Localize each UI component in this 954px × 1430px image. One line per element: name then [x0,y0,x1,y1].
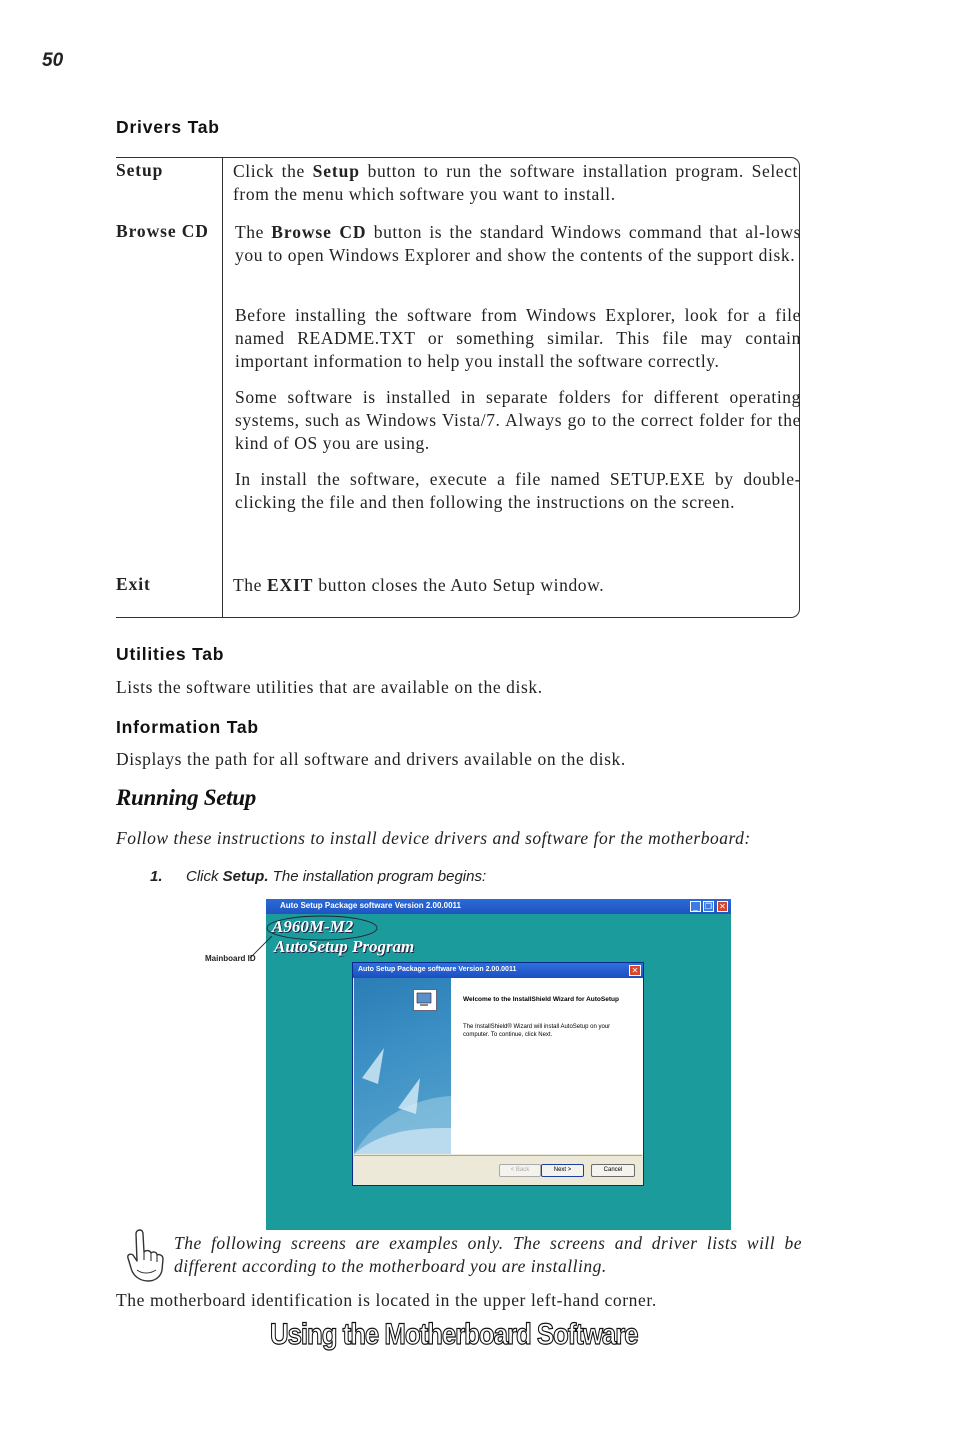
dialog-titlebar [353,963,643,978]
dialog-divider [354,1155,642,1156]
desc-browse-cd-para-3: In install the software, execute a file named SETUP.EXE by double-clicking the file and then following the instructions on the screen. [235,469,801,512]
desc-browse-cd-para-2: Some software is installed in separate folders for different operating systems, such as Windows Vista/7. Always go to the correct folder for the kind of OS you are using. [235,387,801,453]
callout-line [240,918,280,963]
page-number: 50 [42,50,64,71]
footer-title: Using the Motherboard Software [270,1318,638,1351]
term-setup: Setup [116,160,164,180]
minimize-icon[interactable]: _ [690,901,701,912]
drivers-tab-heading: Drivers Tab [116,117,220,137]
close-icon[interactable]: ✕ [717,901,728,912]
information-tab-text: Displays the path for all software and drivers available on the disk. [116,749,626,769]
desc-browse-cd-para-1: Before installing the software from Windows Explorer, look for a file named README.TXT or something similar. This file may contain important information to help you install the software correctly. [235,305,801,371]
installshield-dialog [352,962,644,1186]
dialog-title: Auto Setup Package software Version 2.00.0011 [358,966,517,973]
term-browse-cd: Browse CD [116,221,209,241]
install-computer-icon [413,989,437,1011]
dialog-body: The InstallShield® Wizard will install AutoSetup on your computer. To continue, click Next. [463,1024,611,1038]
desc-exit: The EXIT button closes the Auto Setup window. [233,575,605,595]
screenshot-titlebar [266,899,731,914]
pointing-hand-icon [126,1228,170,1284]
board-id-ellipse [266,914,386,946]
identification-text: The motherboard identification is located in the upper left-hand corner. [116,1290,657,1310]
dialog-heading: Welcome to the InstallShield Wizard for AutoSetup [463,996,619,1003]
information-tab-heading: Information Tab [116,717,259,737]
cancel-button[interactable]: Cancel [591,1164,635,1177]
dialog-content [451,978,643,1154]
back-button[interactable]: < Back [499,1164,541,1177]
restore-icon[interactable]: ❐ [704,902,713,911]
running-setup-heading: Running Setup [116,785,256,810]
dialog-close-icon[interactable]: ✕ [629,965,641,976]
instructions-text: Follow these instructions to install device drivers and software for the motherboard: [116,828,751,848]
utilities-tab-heading: Utilities Tab [116,644,225,664]
screenshot-title: Auto Setup Package software Version 2.00.0011 [280,901,461,910]
desc-browse-cd: The Browse CD button is the standard Windows command that al-lows you to open Windows Explorer and show the contents of the support disk. [235,222,802,265]
program-name: AutoSetup Program [274,937,415,956]
next-button[interactable]: Next > [541,1164,584,1177]
utilities-tab-text: Lists the software utilities that are available on the disk. [116,677,543,697]
desc-setup: Click the Setup button to run the software installation program. Select from the menu which software you want to install. [233,161,798,204]
board-id: A960M-M2 [272,917,354,936]
note-text: The following screens are examples only. The screens and driver lists will be different according to the motherboard you are installing. [174,1233,802,1276]
setup-screenshot [266,899,731,1230]
term-exit: Exit [116,574,151,594]
step-1: 1. Click Setup. The installation program begins: [150,868,487,885]
table-divider [222,157,223,618]
mainboard-id-label: Mainboard ID [205,954,256,963]
